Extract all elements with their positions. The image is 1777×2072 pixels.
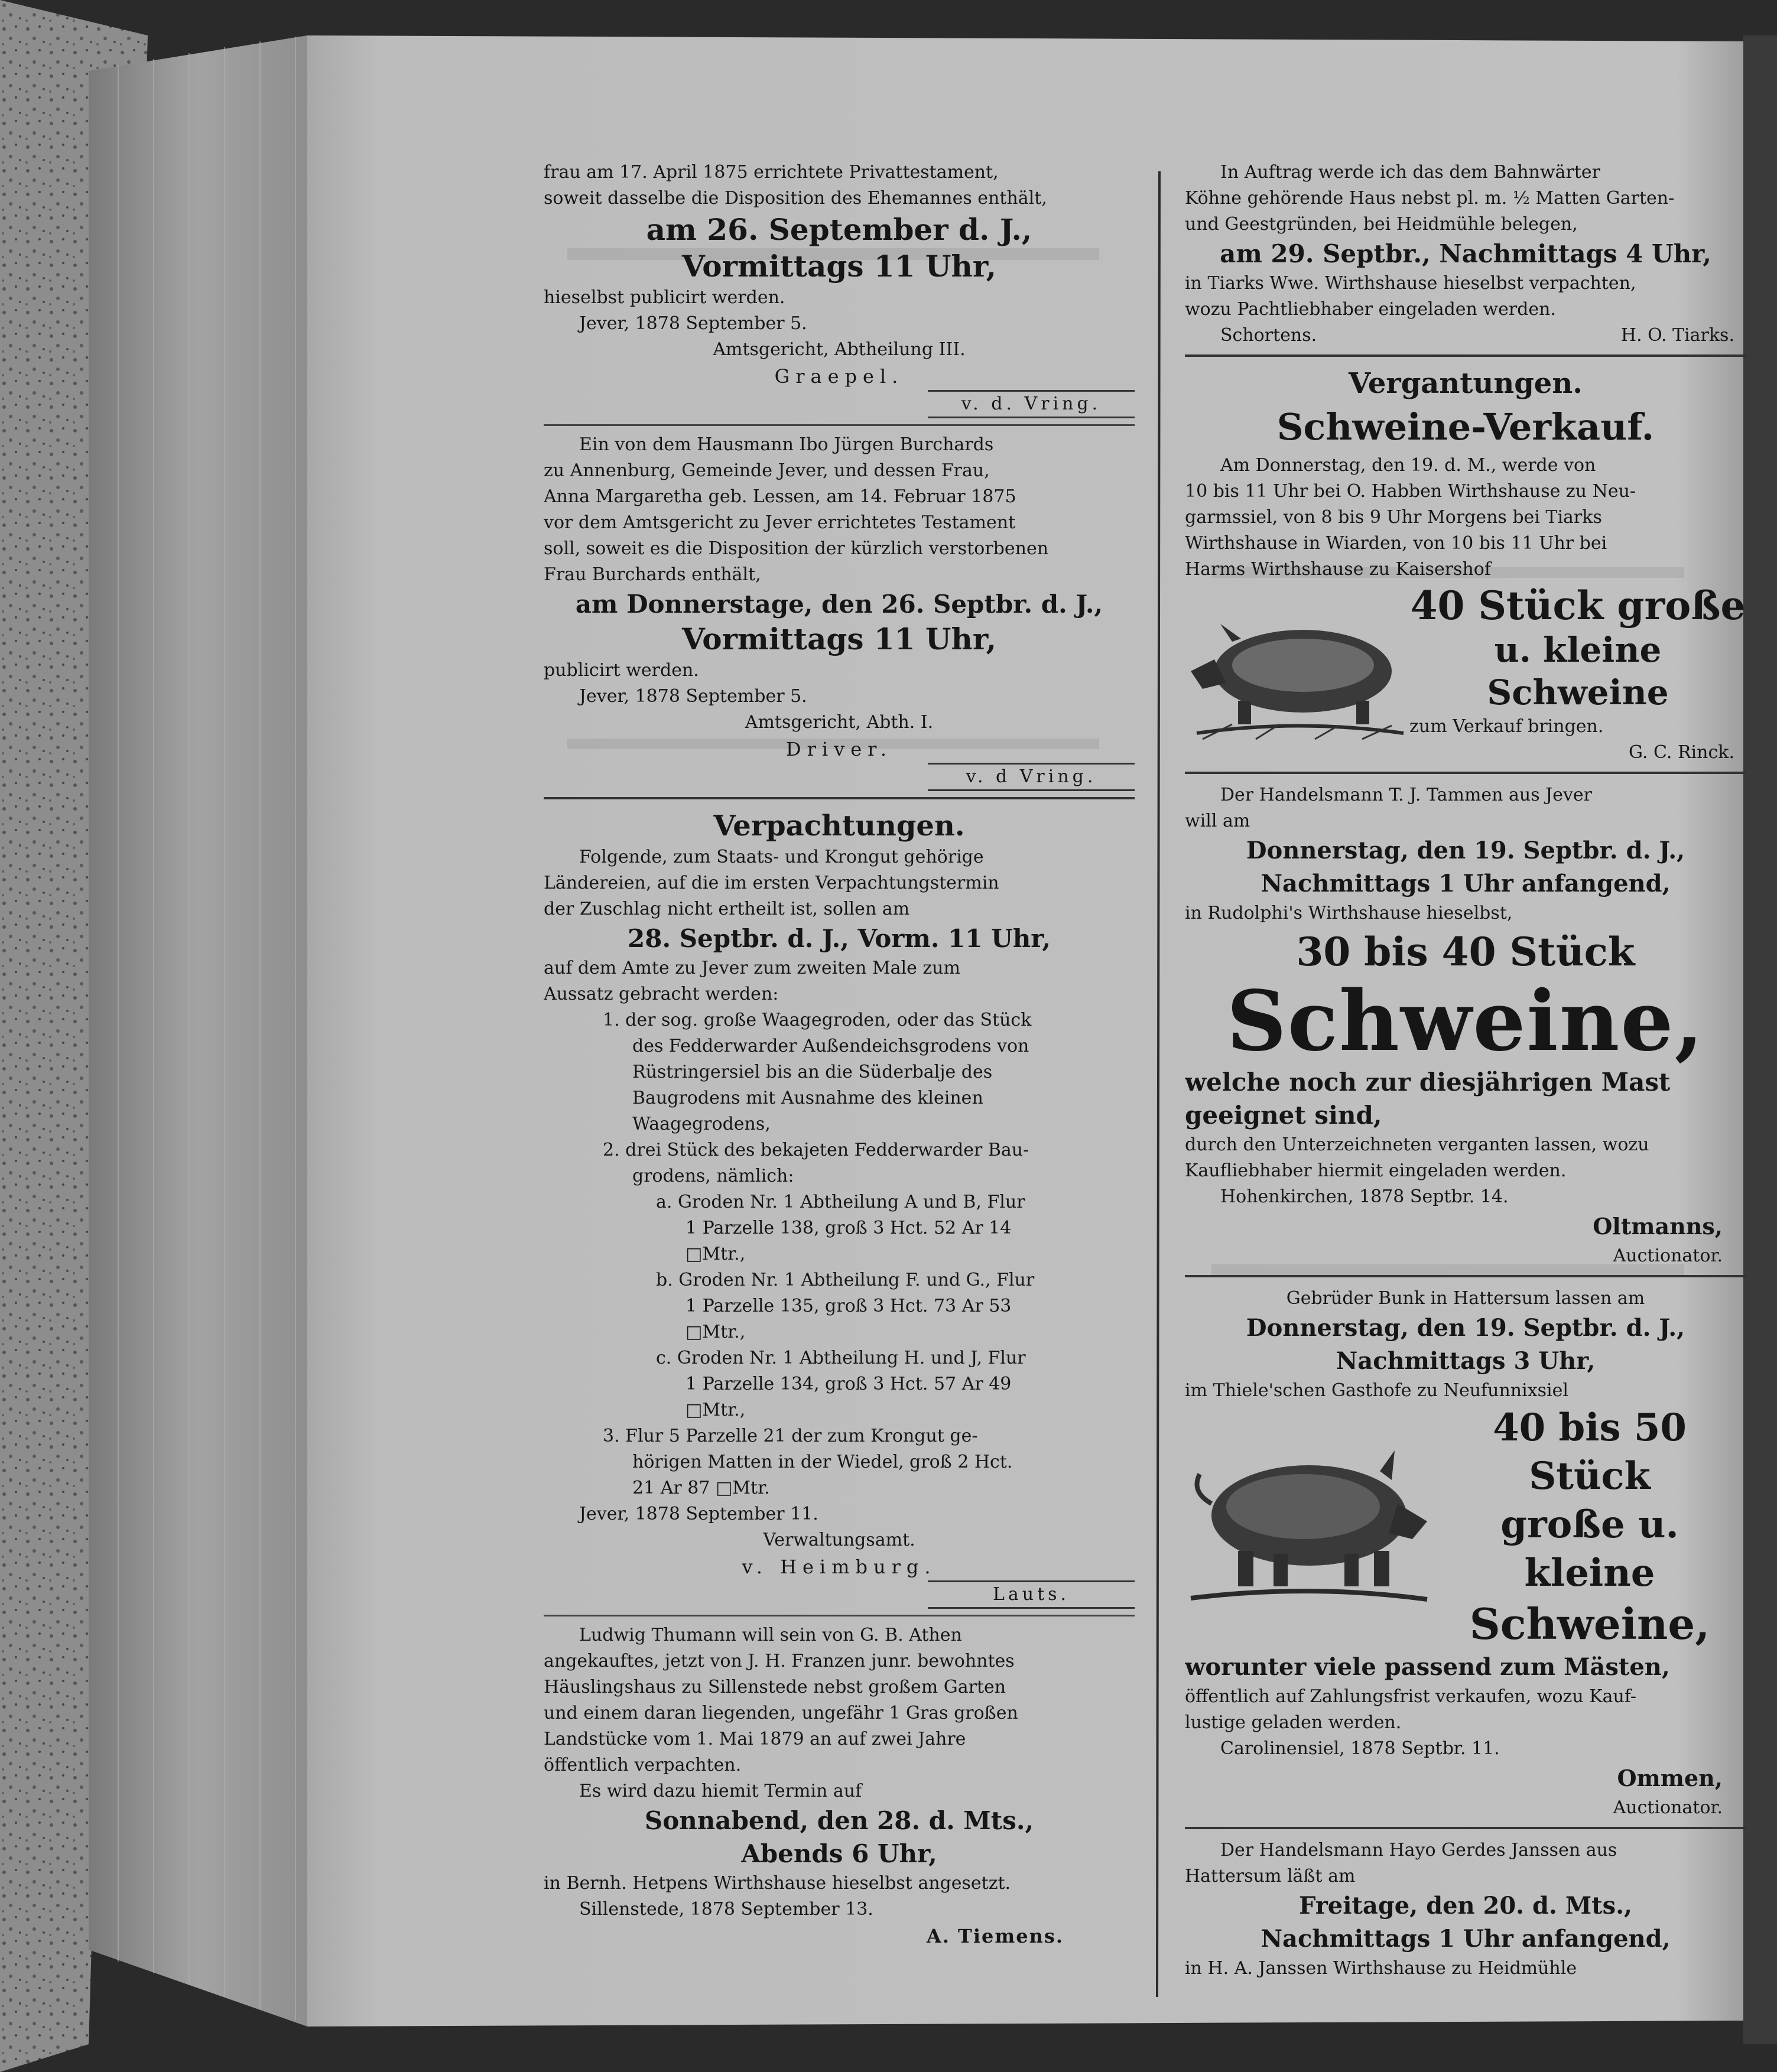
- ad2-line: Ein von dem Hausmann Ibo Jürgen Burchards: [579, 434, 994, 455]
- ad3-after: Aussatz gebracht werden:: [544, 984, 779, 1004]
- ad3-item: □Mtr.,: [686, 1400, 746, 1420]
- divider: [1185, 772, 1746, 774]
- r-ad3-after: durch den Unterzeichneten verganten lassen, wozu: [1185, 1134, 1649, 1155]
- ad4-line: Landstücke vom 1. Mai 1879 an auf zwei Jahre: [544, 1729, 966, 1749]
- ad-verpachtungen: [544, 808, 1135, 1609]
- ad3-item: c. Groden Nr. 1 Abtheilung H. und J, Flur: [656, 1348, 1026, 1368]
- ad3-item: 1 Parzelle 138, groß 3 Hct. 52 Ar 14: [686, 1218, 1012, 1238]
- ad3-item: 21 Ar 87 □Mtr.: [632, 1478, 770, 1498]
- ad1-line2: soweit dasselbe die Disposition des Ehemannes enthält,: [544, 188, 1047, 209]
- r-ad2-offer3: zum Verkauf bringen.: [1409, 716, 1604, 737]
- ad2-line: Anna Margaretha geb. Lessen, am 14. Februar 1875: [544, 486, 1016, 507]
- r-ad4-after: lustige geladen werden.: [1185, 1712, 1402, 1733]
- ad-janssen-schweine: [1185, 1837, 1746, 1982]
- r-ad2-offer-text: [1409, 583, 1746, 766]
- r-ad4-offer2: große u. kleine: [1500, 1502, 1679, 1595]
- r-ad2-signature: G. C. Rinck.: [1629, 742, 1734, 763]
- ad3-signature: v. Heimburg.: [742, 1556, 937, 1578]
- ad4-place-date: Sillenstede, 1878 September 13.: [579, 1899, 873, 1920]
- left-column: [544, 160, 1135, 2009]
- r-ad3-after: Kaufliebhaber hiermit eingeladen werden.: [1185, 1160, 1567, 1181]
- r-ad4-place-date: Carolinensiel, 1878 Septbr. 11.: [1220, 1738, 1500, 1759]
- divider: [1185, 354, 1746, 357]
- ad3-place-date: Jever, 1878 September 11.: [579, 1504, 818, 1524]
- ad1-time: Vormittags 11 Uhr,: [682, 249, 996, 284]
- r-ad1-footer: [1185, 323, 1746, 349]
- r-ad1-line: und Geestgründen, bei Heidmühle belegen,: [1185, 214, 1578, 235]
- ad3-intro: Folgende, zum Staats- und Krongut gehörige: [579, 847, 984, 867]
- ad3-heading: Verpachtungen.: [713, 809, 965, 843]
- r-ad3-item: Schweine,: [1226, 973, 1705, 1070]
- ad3-item: □Mtr.,: [686, 1244, 746, 1264]
- r-ad2-line: garmssiel, von 8 bis 9 Uhr Morgens bei Tiarks: [1185, 507, 1602, 528]
- r-ad4-time: Nachmittags 3 Uhr,: [1336, 1347, 1596, 1375]
- r-ad2-title: Schweine-Verkauf.: [1276, 405, 1655, 448]
- r-ad4-offer-block: [1185, 1404, 1746, 1651]
- r-ad3-place: in Rudolphi's Wirthshause hieselbst,: [1185, 903, 1513, 923]
- r-ad2-offer-block: [1185, 583, 1746, 766]
- ad-testament-publication-2: [544, 432, 1135, 791]
- ad2-line: soll, soweit es die Disposition der kürzlich verstorbenen: [544, 538, 1049, 559]
- r-ad3-date: Donnerstag, den 19. Septbr. d. J.,: [1246, 837, 1685, 864]
- r-ad1-line: In Auftrag werde ich das dem Bahnwärter: [1220, 162, 1600, 183]
- ad3-item: b. Groden Nr. 1 Abtheilung F. und G., Flur: [656, 1270, 1035, 1290]
- ad2-line-end: publicirt werden.: [544, 660, 699, 681]
- r-ad4-offer1: 40 bis 50 Stück: [1493, 1406, 1687, 1498]
- ad2-signature: Driver.: [785, 738, 893, 760]
- r-ad3-line1: Der Handelsmann T. J. Tammen aus Jever: [1220, 785, 1592, 805]
- ad3-date: 28. Septbr. d. J., Vorm. 11 Uhr,: [628, 924, 1051, 953]
- ad3-item: a. Groden Nr. 1 Abtheilung A und B, Flur: [656, 1192, 1025, 1212]
- r-ad1-after: wozu Pachtliebhaber eingeladen werden.: [1185, 299, 1557, 320]
- ad-bahnwaerter-haus: [1185, 160, 1746, 349]
- r-ad5-time: Nachmittags 1 Uhr anfangend,: [1261, 1925, 1671, 1953]
- r-ad4-after: öffentlich auf Zahlungsfrist verkaufen, wozu Kauf-: [1185, 1686, 1636, 1707]
- ad-tammen-schweine: [1185, 782, 1746, 1269]
- r-ad2-line: 10 bis 11 Uhr bei O. Habben Wirthshause zu Neu-: [1185, 481, 1636, 502]
- ad-schweine-verkauf: [1185, 365, 1746, 766]
- ad2-place-date: Jever, 1878 September 5.: [579, 686, 807, 707]
- r-ad3-desc1: welche noch zur diesjährigen Mast: [1185, 1068, 1671, 1097]
- ad3-intro: Ländereien, auf die im ersten Verpachtungstermin: [544, 873, 999, 893]
- ad3-after: auf dem Amte zu Jever zum zweiten Male zum: [544, 958, 960, 978]
- divider: [1185, 1275, 1746, 1277]
- ad4-line: Es wird dazu hiemit Termin auf: [579, 1781, 862, 1801]
- ad1-clerk: v. d. Vring.: [928, 390, 1135, 418]
- r-ad3-line2: will am: [1185, 811, 1250, 831]
- ad3-item: Baugrodens mit Ausnahme des kleinen: [632, 1088, 983, 1108]
- ad3-item: Waagegrodens,: [632, 1114, 771, 1134]
- ad4-line: öffentlich verpachten.: [544, 1755, 742, 1775]
- ad3-item: 1 Parzelle 135, groß 3 Hct. 73 Ar 53: [686, 1296, 1012, 1316]
- ad2-line: Frau Burchards enthält,: [544, 564, 761, 585]
- ad3-intro: der Zuschlag nicht ertheilt ist, sollen am: [544, 899, 910, 919]
- ad1-office: Amtsgericht, Abtheilung III.: [713, 339, 966, 360]
- ad4-line: Häuslingshaus zu Sillenstede nebst großem Garten: [544, 1677, 1006, 1697]
- r-ad2-line: Harms Wirthshause zu Kaisershof: [1185, 559, 1491, 580]
- r-ad5-place: in H. A. Janssen Wirthshause zu Heidmühle: [1185, 1958, 1577, 1979]
- r-ad3-count: 30 bis 40 Stück: [1296, 929, 1635, 975]
- ad4-signature: A. Tiemens.: [926, 1925, 1064, 1947]
- r-ad3-role: Auctionator.: [1613, 1245, 1723, 1266]
- r-ad2-offer2: u. kleine Schweine: [1487, 630, 1669, 713]
- r-ad3-signature: Oltmanns,: [1593, 1213, 1723, 1240]
- pig-illustration-icon: [1185, 606, 1409, 742]
- ad4-date: Sonnabend, den 28. d. Mts.,: [644, 1806, 1034, 1835]
- ad3-item: grodens, nämlich:: [632, 1166, 794, 1186]
- ad2-line: zu Annenburg, Gemeinde Jever, und dessen Frau,: [544, 460, 990, 481]
- r-ad4-role: Auctionator.: [1613, 1797, 1723, 1818]
- r-ad3-place-date: Hohenkirchen, 1878 Septbr. 14.: [1220, 1186, 1509, 1207]
- ad-bunk-schweine: [1185, 1286, 1746, 1821]
- ad2-clerk: v. d Vring.: [928, 763, 1135, 791]
- ad3-item: 3. Flur 5 Parzelle 21 der zum Krongut ge-: [603, 1426, 978, 1446]
- ad3-office: Verwaltungsamt.: [763, 1530, 915, 1550]
- r-ad5-line2: Hattersum läßt am: [1185, 1866, 1356, 1886]
- r-ad4-line1: Gebrüder Bunk in Hattersum lassen am: [1286, 1288, 1645, 1309]
- ad-haeuslingshaus: [544, 1622, 1135, 1950]
- ad1-line1: frau am 17. April 1875 errichtete Privattestament,: [544, 162, 999, 183]
- ad3-clerk: Lauts.: [928, 1580, 1135, 1609]
- ad4-line: und einem daran liegenden, ungefähr 1 Gras großen: [544, 1703, 1018, 1723]
- ad4-time: Abends 6 Uhr,: [741, 1839, 937, 1868]
- ad4-line: angekauftes, jetzt von J. H. Franzen junr. bewohntes: [544, 1651, 1015, 1671]
- ad1-place-date: Jever, 1878 September 5.: [579, 313, 807, 334]
- r-ad4-date: Donnerstag, den 19. Septbr. d. J.,: [1246, 1314, 1685, 1342]
- r-ad4-desc: worunter viele passend zum Mästen,: [1185, 1653, 1670, 1681]
- r-ad3-time: Nachmittags 1 Uhr anfangend,: [1261, 870, 1671, 897]
- divider: [544, 1615, 1135, 1616]
- r-ad4-offer3: Schweine,: [1469, 1599, 1710, 1649]
- ad3-item: 2. drei Stück des bekajeten Fedderwarder Bau-: [603, 1140, 1029, 1160]
- ad3-item: 1. der sog. große Waagegroden, oder das Stück: [603, 1010, 1032, 1030]
- ad3-item: Rüstringersiel bis an die Süderbalje des: [632, 1062, 993, 1082]
- r-ad2-heading: Vergantungen.: [1349, 367, 1583, 400]
- ad3-item: des Fedderwarder Außendeichsgrodens von: [632, 1036, 1029, 1056]
- right-column: [1185, 160, 1746, 2009]
- ad1-date: am 26. September d. J.,: [646, 212, 1032, 247]
- r-ad4-place: im Thiele'schen Gasthofe zu Neufunnixsiel: [1185, 1380, 1568, 1401]
- ad1-line3: hieselbst publicirt werden.: [544, 287, 785, 308]
- ad3-item: hörigen Matten in der Wiedel, groß 2 Hct.: [632, 1452, 1013, 1472]
- r-ad2-line: Wirthshause in Wiarden, von 10 bis 11 Uhr bei: [1185, 533, 1607, 554]
- ad3-item: 1 Parzelle 134, groß 3 Hct. 57 Ar 49: [686, 1374, 1012, 1394]
- ad1-signature: Graepel.: [774, 365, 904, 388]
- ad2-time: Vormittags 11 Uhr,: [682, 622, 996, 656]
- pig-illustration-icon: [1185, 1439, 1433, 1616]
- r-ad1-line: Köhne gehörende Haus nebst pl. m. ½ Matten Garten-: [1185, 188, 1675, 209]
- divider: [544, 797, 1135, 799]
- r-ad1-signature: H. O. Tiarks.: [1620, 325, 1734, 346]
- r-ad1-place: Schortens.: [1220, 325, 1317, 346]
- ad3-item: □Mtr.,: [686, 1322, 746, 1342]
- r-ad2-line: Am Donnerstag, den 19. d. M., werde von: [1220, 455, 1596, 476]
- r-ad1-after: in Tiarks Wwe. Wirthshause hieselbst verpachten,: [1185, 273, 1636, 294]
- ad4-line: Ludwig Thumann will sein von G. B. Athen: [579, 1625, 962, 1645]
- r-ad2-offer1: 40 Stück große: [1410, 583, 1746, 629]
- ad4-place: in Bernh. Hetpens Wirthshause hieselbst angesetzt.: [544, 1873, 1011, 1894]
- r-ad5-date: Freitage, den 20. d. Mts.,: [1299, 1892, 1632, 1920]
- ad2-date: am Donnerstage, den 26. Septbr. d. J.,: [575, 590, 1103, 619]
- r-ad4-signature: Ommen,: [1617, 1765, 1723, 1791]
- r-ad4-offer-text: [1433, 1404, 1746, 1651]
- r-ad5-line1: Der Handelsmann Hayo Gerdes Janssen aus: [1220, 1840, 1617, 1860]
- r-ad3-desc2: geeignet sind,: [1185, 1101, 1382, 1130]
- ad-testament-publication-1: [544, 160, 1135, 418]
- ad2-office: Amtsgericht, Abth. I.: [745, 712, 934, 733]
- ad2-line: vor dem Amtsgericht zu Jever errichtetes Testament: [544, 512, 1016, 533]
- divider: [1185, 1827, 1746, 1829]
- r-ad1-date: am 29. Septbr., Nachmittags 4 Uhr,: [1220, 239, 1711, 268]
- divider: [544, 424, 1135, 426]
